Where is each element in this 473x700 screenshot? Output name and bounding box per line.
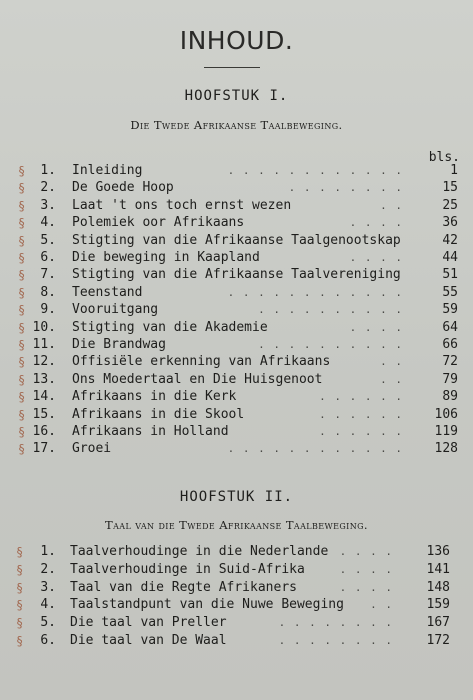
entry-title: Taalverhoudinge in die Nederlande <box>70 544 329 559</box>
entry-title: Ons Moedertaal en Die Huisgenoot <box>72 371 323 387</box>
section-symbol: § <box>18 216 26 231</box>
leader-dots: . . . . . . . . . . . . <box>227 285 403 299</box>
entry-number: 2. <box>40 561 56 577</box>
entry-title: Afrikaans in die Kerk <box>72 389 237 405</box>
entry-title: Stigting van die Afrikaanse Taalgenootskap <box>72 232 401 248</box>
section-symbol: § <box>18 390 26 405</box>
toc-entry <box>0 301 473 319</box>
toc-entry <box>0 319 473 337</box>
section-symbol: § <box>18 320 26 335</box>
chapter-1-subtitle: Die Twede Afrikaanse Taalbeweging. <box>130 118 343 132</box>
leader-dots: . . . . <box>349 320 403 334</box>
entry-title: De Goede Hoop <box>72 180 174 196</box>
leader-dots: . . <box>380 372 403 386</box>
section-symbol: § <box>18 285 26 300</box>
toc-entry <box>0 336 473 354</box>
entry-page-number: 51 <box>442 267 458 283</box>
entry-page-number: 25 <box>442 197 458 213</box>
entry-page-number: 59 <box>442 302 458 318</box>
entry-number: 5. <box>40 615 56 631</box>
entry-title: Polemiek oor Afrikaans <box>72 215 245 231</box>
entry-number: 12. <box>32 354 56 370</box>
entry-number: 9. <box>40 302 56 318</box>
entry-number: 15. <box>32 406 56 422</box>
section-symbol: § <box>18 303 26 318</box>
toc-entry <box>0 249 473 267</box>
toc-entry <box>0 162 473 180</box>
entry-number: 17. <box>32 441 56 457</box>
leader-dots: . . . . <box>349 216 403 230</box>
leader-dots: . . . . . . <box>319 407 403 421</box>
entry-page-number: 66 <box>442 337 458 352</box>
section-symbol: § <box>16 616 24 631</box>
entry-page-number: 167 <box>426 615 450 631</box>
entry-page-number: 172 <box>426 633 450 648</box>
toc-entry <box>0 179 473 197</box>
chapter-2-subtitle: Taal van die Twede Afrikaanse Taalbeweging. <box>105 518 368 532</box>
page-title: INHOUD. <box>179 26 294 55</box>
entry-page-number: 55 <box>442 284 458 300</box>
section-symbol: § <box>16 562 24 577</box>
entry-number: 6. <box>40 633 56 648</box>
leader-dots: . . . . <box>339 545 393 558</box>
toc-entry <box>0 561 473 579</box>
entry-number: 16. <box>32 424 56 439</box>
entry-title: Taalverhoudinge in Suid-Afrika <box>70 561 305 577</box>
toc-entry <box>0 423 473 441</box>
toc-entry <box>0 232 473 250</box>
leader-dots: . . . . <box>339 562 393 576</box>
toc-entry <box>0 596 473 614</box>
entry-number: 3. <box>40 579 56 595</box>
section-symbol: § <box>18 233 26 248</box>
section-symbol: § <box>18 251 26 265</box>
entry-number: 6. <box>40 250 56 265</box>
entry-title: Die Brandwag <box>72 337 166 352</box>
entry-title: Taalstandpunt van die Nuwe Beweging <box>70 597 344 613</box>
toc-entry <box>0 406 473 424</box>
entry-number: 8. <box>40 284 56 300</box>
section-symbol: § <box>18 268 26 283</box>
leader-dots: . . . . . . . . . . . . <box>227 442 403 456</box>
toc-entry <box>0 388 473 406</box>
toc-entry <box>0 614 473 632</box>
section-symbol: § <box>18 355 26 370</box>
toc-entry <box>0 197 473 215</box>
leader-dots: . . <box>380 355 403 369</box>
leader-dots: . . . . . . . . . . <box>258 303 403 317</box>
entry-number: 13. <box>32 371 56 387</box>
toc-entry <box>0 632 473 650</box>
entry-page-number: 128 <box>434 441 458 457</box>
chapter-2-heading: HOOFSTUK II. <box>179 489 294 505</box>
leader-dots: . . . . . . <box>319 390 403 404</box>
page-column-label: bls. <box>428 150 460 165</box>
entry-page-number: 136 <box>426 544 450 559</box>
entry-number: 4. <box>40 215 56 231</box>
entry-page-number: 148 <box>426 579 450 595</box>
section-symbol: § <box>18 198 26 213</box>
entry-page-number: 15 <box>442 180 458 196</box>
entry-page-number: 42 <box>442 232 458 248</box>
section-symbol: § <box>18 338 26 352</box>
toc-entry <box>0 543 473 561</box>
section-symbol: § <box>16 580 24 595</box>
toc-entry <box>0 371 473 389</box>
entry-title: Stigting van die Akademie <box>72 319 268 335</box>
chapter-1-heading: HOOFSTUK I. <box>184 88 289 104</box>
section-symbol: § <box>18 442 26 457</box>
entry-title: Inleiding <box>72 163 143 178</box>
section-symbol: § <box>18 407 26 422</box>
entry-title: Teenstand <box>72 284 143 300</box>
entry-number: 4. <box>40 597 56 613</box>
entry-number: 7. <box>40 267 56 283</box>
toc-entry <box>0 440 473 458</box>
entry-number: 5. <box>40 232 56 248</box>
leader-dots: . . . . <box>349 251 403 264</box>
section-symbol: § <box>18 181 26 196</box>
entry-title: Die beweging in Kaapland <box>72 250 260 265</box>
toc-entry <box>0 284 473 302</box>
section-symbol: § <box>16 598 24 613</box>
section-symbol: § <box>18 164 26 178</box>
entry-page-number: 106 <box>434 406 458 422</box>
entry-number: 2. <box>40 180 56 196</box>
toc-entry <box>0 214 473 232</box>
section-symbol: § <box>18 372 26 387</box>
entry-title: Laat 't ons toch ernst wezen <box>72 197 292 213</box>
entry-title: Offisiële erkenning van Afrikaans <box>72 354 331 370</box>
entry-title: Afrikaans in Holland <box>72 424 229 439</box>
entry-number: 10. <box>32 319 56 335</box>
leader-dots: . . . . . . <box>319 425 403 438</box>
section-symbol: § <box>18 425 26 439</box>
leader-dots: . . . . . . . . <box>288 181 403 195</box>
entry-number: 14. <box>32 389 56 405</box>
entry-page-number: 89 <box>442 389 458 405</box>
leader-dots: . . <box>380 198 403 212</box>
entry-title: Vooruitgang <box>72 302 159 318</box>
entry-page-number: 159 <box>426 597 450 613</box>
entry-number: 1. <box>40 163 56 178</box>
entry-page-number: 1 <box>450 163 458 178</box>
entry-title: Die taal van De Waal <box>70 633 227 648</box>
entry-page-number: 119 <box>434 424 458 439</box>
entry-title: Stigting van die Afrikaanse Taalvereniging <box>72 267 401 283</box>
leader-dots: . . . . . . . . <box>278 634 393 647</box>
title-rule <box>204 67 260 68</box>
entry-page-number: 36 <box>442 215 458 231</box>
leader-dots: . . . . . . . . . . . . <box>227 164 403 177</box>
section-symbol: § <box>16 634 24 648</box>
entry-number: 1. <box>40 544 56 559</box>
entry-number: 3. <box>40 197 56 213</box>
entry-page-number: 79 <box>442 371 458 387</box>
entry-page-number: 44 <box>442 250 458 265</box>
toc-entry <box>0 579 473 597</box>
entry-page-number: 64 <box>442 319 458 335</box>
entry-title: Taal van die Regte Afrikaners <box>70 579 297 595</box>
entry-title: Die taal van Preller <box>70 615 227 631</box>
entry-page-number: 72 <box>442 354 458 370</box>
leader-dots: . . . . <box>339 580 393 594</box>
toc-entry <box>0 266 473 284</box>
leader-dots: . . . . . . . . <box>278 616 393 630</box>
toc-entry <box>0 353 473 371</box>
entry-page-number: 141 <box>426 561 450 577</box>
entry-title: Groei <box>72 441 112 457</box>
entry-title: Afrikaans in die Skool <box>72 406 245 422</box>
entry-number: 11. <box>32 337 56 352</box>
leader-dots: . . <box>370 598 393 612</box>
leader-dots: . . . . . . . . . . <box>258 338 403 351</box>
section-symbol: § <box>16 545 24 559</box>
